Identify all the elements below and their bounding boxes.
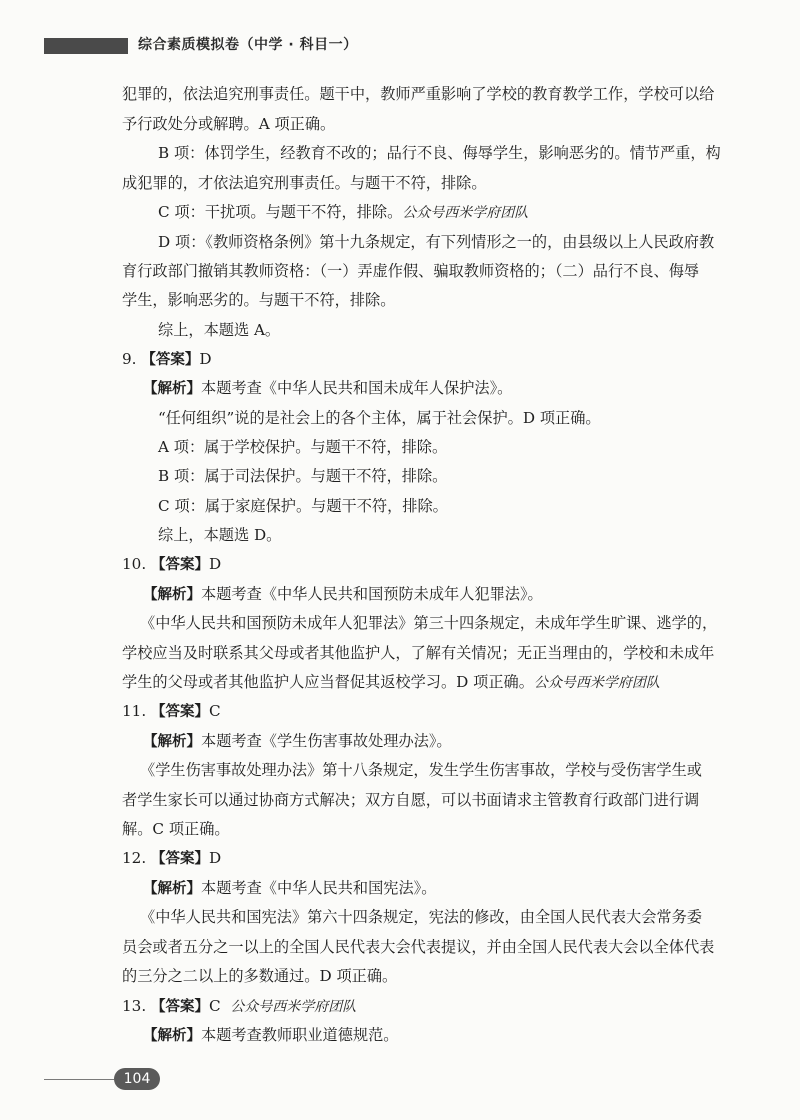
analysis-text: 本题考查《中华人民共和国预防未成年人犯罪法》。 — [201, 585, 543, 603]
answer-row-10 — [122, 554, 221, 575]
text-line: 《中华人民共和国预防未成年人犯罪法》第三十四条规定，未成年学生旷课、逃学的， — [140, 614, 718, 632]
text-line: 综上，本题选 A。 — [158, 321, 281, 339]
text-line: D 项：《教师资格条例》第十九条规定，有下列情形之一的，由县级以上人民政府教 — [158, 233, 715, 251]
analysis-text: 本题考查《中华人民共和国未成年人保护法》。 — [201, 379, 513, 397]
question-number: 12. — [122, 849, 147, 867]
answer-row-13 — [122, 996, 356, 1017]
page-header-title: 综合素质模拟卷（中学 · 科目一） — [138, 37, 358, 53]
question-number: 13. — [122, 997, 147, 1015]
text-line: B 项：属于司法保护。与题干不符，排除。 — [158, 467, 448, 485]
text-line: 学校应当及时联系其父母或者其他监护人，了解有关情况；无正当理由的，学校和未成年 — [122, 644, 715, 662]
text-line: 成犯罪的，才依法追究刑事责任。与题干不符，排除。 — [122, 174, 487, 192]
text-line: 解。C 项正确。 — [122, 820, 230, 838]
analysis-label: 【解析】 — [143, 881, 201, 897]
option-c-text: C 项：干扰项。与题干不符，排除。 — [158, 203, 403, 221]
analysis-row-12 — [143, 878, 436, 899]
analysis-text: 本题考查《中华人民共和国宪法》。 — [201, 879, 437, 897]
analysis-label: 【解析】 — [143, 587, 201, 603]
analysis-row-10 — [143, 584, 543, 605]
text-line: 《学生伤害事故处理办法》第十八条规定，发生学生伤害事故，学校与受伤害学生或 — [140, 761, 702, 779]
answer-label: 【答案】 — [150, 999, 209, 1015]
answer-value: D — [199, 350, 212, 368]
answer-label: 【答案】 — [150, 704, 209, 720]
analysis-text: 本题考查《学生伤害事故处理办法》。 — [201, 732, 452, 750]
text-line: C 项：属于家庭保护。与题干不符，排除。 — [158, 497, 448, 515]
text-line — [158, 202, 528, 223]
watermark: 公众号西米学府团队 — [402, 205, 529, 221]
question-number: 10. — [122, 555, 147, 573]
text-line: 综上，本题选 D。 — [158, 526, 282, 544]
text-line: 《中华人民共和国宪法》第六十四条规定，宪法的修改，由全国人民代表大会常务委 — [140, 908, 702, 926]
analysis-label: 【解析】 — [143, 1028, 201, 1044]
analysis-label: 【解析】 — [143, 734, 201, 750]
header-bar — [44, 38, 128, 54]
text-line: 犯罪的，依法追究刑事责任。题干中，教师严重影响了学校的教育教学工作，学校可以给 — [122, 85, 715, 103]
text-line: 的三分之二以上的多数通过。D 项正确。 — [122, 967, 398, 985]
answer-label: 【答案】 — [141, 352, 200, 368]
page-number-badge: 104 — [114, 1068, 160, 1090]
analysis-label: 【解析】 — [143, 381, 201, 397]
text-line: A 项：属于学校保护。与题干不符，排除。 — [158, 438, 448, 456]
watermark: 公众号西米学府团队 — [230, 999, 357, 1015]
analysis-text: 本题考查教师职业道德规范。 — [201, 1026, 399, 1044]
answer-row-9 — [122, 349, 212, 370]
answer-row-11 — [122, 701, 221, 722]
text-line: 予行政处分或解聘。A 项正确。 — [122, 115, 336, 133]
answer-label: 【答案】 — [150, 851, 209, 867]
text-line: 员会或者五分之一以上的全国人民代表大会代表提议，并由全国人民代表大会以全体代表 — [122, 938, 715, 956]
answer-value: C — [208, 997, 221, 1015]
answer-value: D — [208, 555, 222, 573]
answer-value: C — [208, 702, 221, 720]
answer-label: 【答案】 — [150, 557, 209, 573]
analysis-row-9 — [143, 378, 512, 399]
text-line-part: 学生的父母或者其他监护人应当督促其返校学习。D 项正确。 — [122, 673, 534, 691]
text-line: 学生，影响恶劣的。与题干不符，排除。 — [122, 291, 396, 309]
text-line: 者学生家长可以通过协商方式解决；双方自愿，可以书面请求主管教育行政部门进行调 — [122, 791, 700, 809]
analysis-row-13 — [143, 1025, 398, 1046]
analysis-row-11 — [143, 731, 452, 752]
answer-row-12 — [122, 848, 221, 869]
footer-rule — [44, 1079, 114, 1080]
text-line: 育行政部门撤销其教师资格：（一）弄虚作假、骗取教师资格的；（二）品行不良、侮辱 — [122, 262, 700, 280]
text-line: “任何组织”说的是社会上的各个主体，属于社会保护。D 项正确。 — [158, 409, 601, 427]
question-number: 11. — [122, 702, 147, 720]
text-line: B 项：体罚学生，经教育不改的；品行不良、侮辱学生，影响恶劣的。情节严重，构 — [158, 144, 721, 162]
watermark: 公众号西米学府团队 — [533, 675, 660, 691]
question-number: 9. — [122, 350, 137, 368]
answer-value: D — [208, 849, 222, 867]
text-line — [122, 672, 660, 693]
